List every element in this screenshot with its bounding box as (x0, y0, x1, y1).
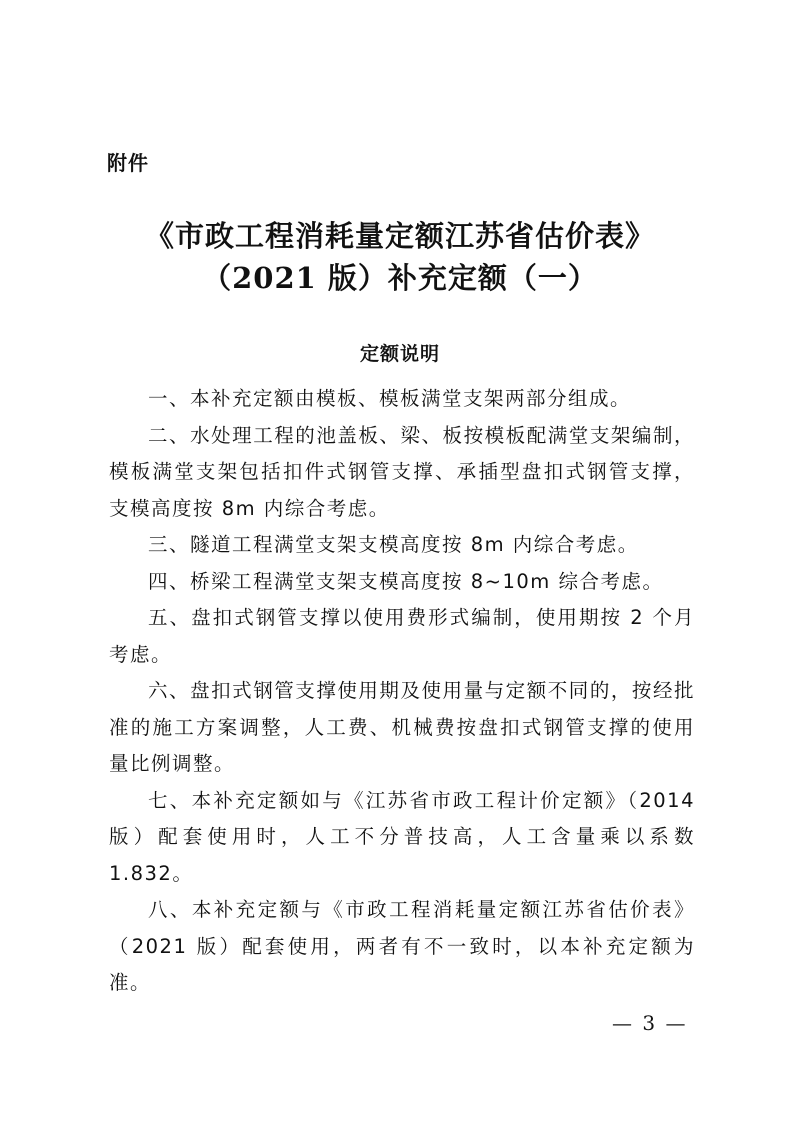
attachment-label: 附件 (107, 151, 149, 175)
document-title-line-2: （2021 版）补充定额（一） (202, 261, 598, 295)
note-paragraph-5: 五、盘扣式钢管支撑以使用费形式编制，使用期按 2 个月考虑。 (109, 606, 695, 666)
note-paragraph-8: 八、本补充定额与《市政工程消耗量定额江苏省估价表》（2021 版）配套使用，两者有不一致时，以本补充定额为准。 (109, 898, 695, 994)
note-paragraph-3: 三、隧道工程满堂支架支模高度按 8m 内综合考虑。 (148, 533, 639, 556)
note-paragraph-2: 二、水处理工程的池盖板、梁、板按模板配满堂支架编制，模板满堂支架包括扣件式钢管支撑、承插型盘扣式钢管支撑，支模高度按 8m 内综合考虑。 (109, 423, 695, 520)
note-paragraph-1: 一、本补充定额由模板、模板满堂支架两部分组成。 (148, 387, 632, 410)
page-number: — 3 — (612, 1011, 688, 1035)
section-heading: 定额说明 (359, 343, 440, 365)
note-paragraph-6: 六、盘扣式钢管支撑使用期及使用量与定额不同的，按经批准的施工方案调整，人工费、机械费按盘扣式钢管支撑的使用量比例调整。 (109, 679, 695, 775)
note-paragraph-4: 四、桥梁工程满堂支架支模高度按 8~10m 综合考虑。 (148, 569, 664, 593)
quota-notes-body (109, 381, 695, 1002)
note-paragraph-7: 七、本补充定额如与《江苏省市政工程计价定额》（2014 版）配套使用时，人工不分普技高，人工含量乘以系数 1.832。 (109, 788, 695, 885)
document-title-line-1: 《市政工程消耗量定额江苏省估价表》 (144, 219, 655, 253)
